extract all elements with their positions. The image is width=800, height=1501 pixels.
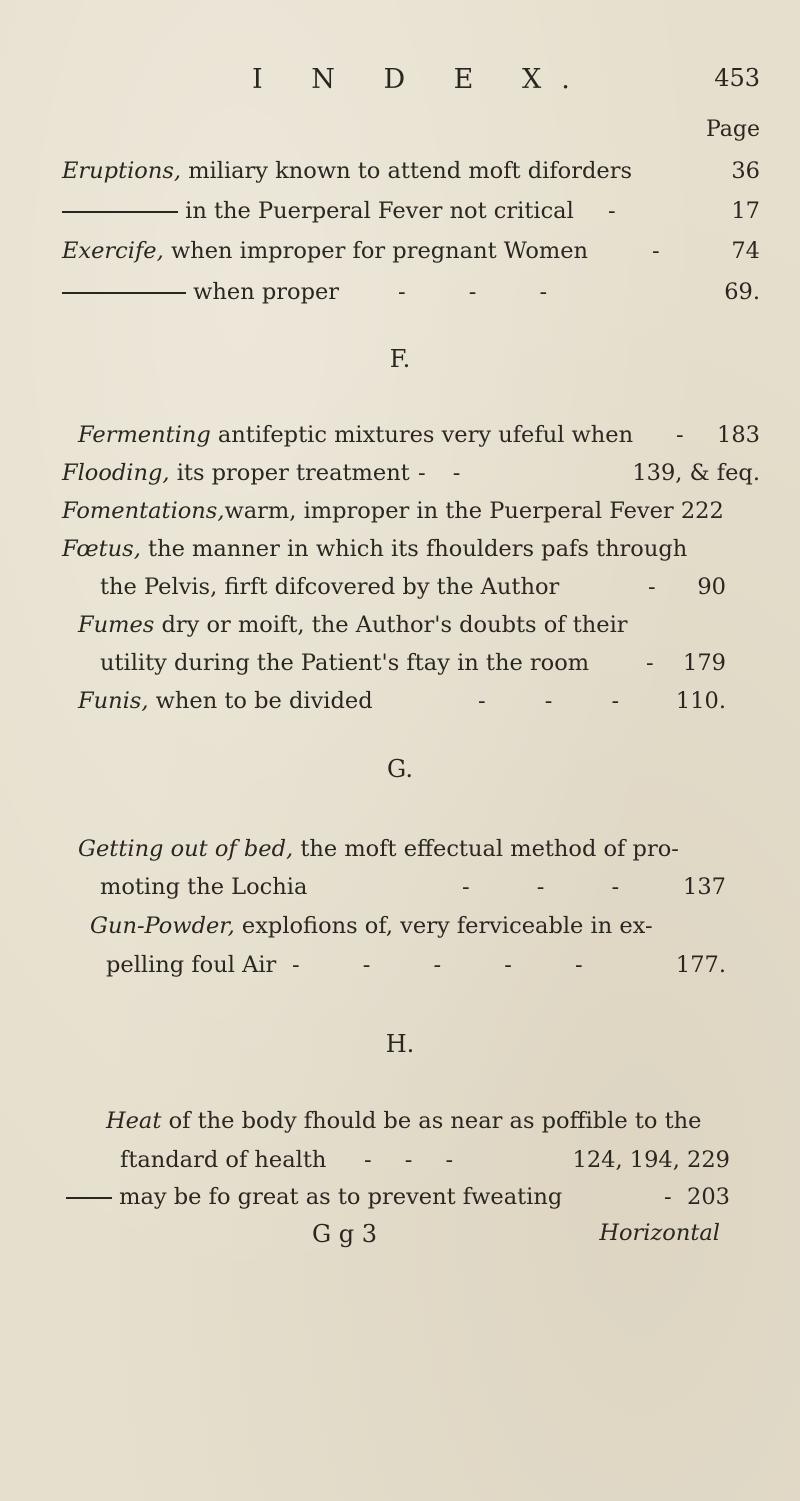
index-title: I N D E X. [252,64,590,95]
index-entry [0,536,760,576]
entry-page: 203 [687,1184,730,1210]
entry-text: when proper [193,279,340,305]
entry-text: may be fo great as to prevent fweating [119,1184,563,1210]
entry-text: utility during the Patient's ftay in the room [100,650,590,676]
index-entry [0,688,760,728]
entry-dash: - - - [462,874,620,900]
entry-page: 177. [675,952,726,978]
entry-page: 36 [731,158,760,184]
index-entry [0,1108,760,1148]
page-header [60,64,760,104]
entry-head: Heat [106,1108,162,1134]
ditto-rule [62,292,186,294]
entry-text: moting the Lochia [100,874,308,900]
index-entry [0,1184,760,1224]
catchword: Horizontal [599,1220,720,1246]
entry-head: Fumes [78,612,155,638]
index-entry [0,279,760,319]
entry-text: miliary known to attend moft diforders [188,158,633,184]
entry-page: 90 [697,574,726,600]
entry-page: 124, 194, 229 [572,1147,730,1173]
entry-page: 139, & feq. [632,460,760,486]
entry-dash: - - - [364,1147,454,1173]
page-column-label: Page [705,117,760,142]
entry-page: 69. [724,279,760,305]
signature-mark: G g 3 [312,1220,378,1248]
index-entry [0,238,760,278]
entry-head: Getting out of bed, [78,836,294,862]
entry-text: of the body fhould be as near as poffible to the [168,1108,702,1134]
entry-head: Funis, [78,688,149,714]
entry-text: antifeptic mixtures very ufeful when [217,422,634,448]
entry-head: Eruptions, [62,158,182,184]
entry-text: dry or moift, the Author's doubts of their [161,612,628,638]
entry-head: Flooding, [62,460,170,486]
index-entry [0,198,760,238]
entry-text: when improper for pregnant Women [170,238,589,264]
entry-head: Exercife, [62,238,164,264]
entry-text: the moft effectual method of pro- [300,836,679,862]
entry-page: 17 [731,198,760,224]
entry-head: Fermenting [78,422,211,448]
entry-text: the manner in which its fhoulders pafs through [148,536,688,562]
entry-text: explofions of, very ferviceable in ex- [241,913,653,939]
entry-dash: - [646,650,654,676]
index-entry [0,574,760,614]
entry-head: Gun-Powder, [90,913,235,939]
section-letter-g: G. [387,755,413,783]
entry-page: 179 [683,650,726,676]
entry-dash: - - - [398,279,548,305]
entry-text: the Pelvis, firft difcovered by the Author [100,574,560,600]
page-number: 453 [714,64,760,92]
index-entry [0,158,760,198]
page-footer [0,1220,760,1260]
ditto-rule [66,1197,112,1199]
entry-text: in the Puerperal Fever not critical [185,198,574,224]
entry-dash: - [676,422,684,448]
index-entry [0,650,760,690]
entry-dash: - - - [478,688,620,714]
index-entry [0,498,760,538]
entry-page: 74 [731,238,760,264]
index-entry [0,1147,760,1187]
section-letter-h: H. [385,1030,415,1058]
entry-text: pelling foul Air [106,952,277,978]
index-entry [0,460,760,500]
entry-dash: - [664,1184,672,1210]
entry-page: 110. [675,688,726,714]
section-letter-f: F. [389,345,411,373]
index-entry [0,874,760,914]
entry-head: Fomentations, [62,498,225,524]
entry-dash: - - [418,460,461,486]
entry-dash: - [652,238,660,264]
entry-dash: - [608,198,616,224]
entry-text: its proper treatment [176,460,410,486]
index-entry [0,952,760,992]
entry-page: 137 [683,874,726,900]
index-entry [0,836,760,876]
index-entry [0,612,760,652]
entry-head: Fœtus, [62,536,141,562]
entry-dash: - [648,574,656,600]
entry-dash: - - - - - [292,952,583,978]
ditto-rule [62,211,178,213]
index-entry [0,422,760,462]
entry-text: warm, improper in the Puerperal Fever 222 [224,498,724,524]
index-entry [0,913,760,953]
entry-page: 183 [717,422,760,448]
entry-text: ftandard of health [120,1147,327,1173]
entry-text: when to be divided [155,688,373,714]
